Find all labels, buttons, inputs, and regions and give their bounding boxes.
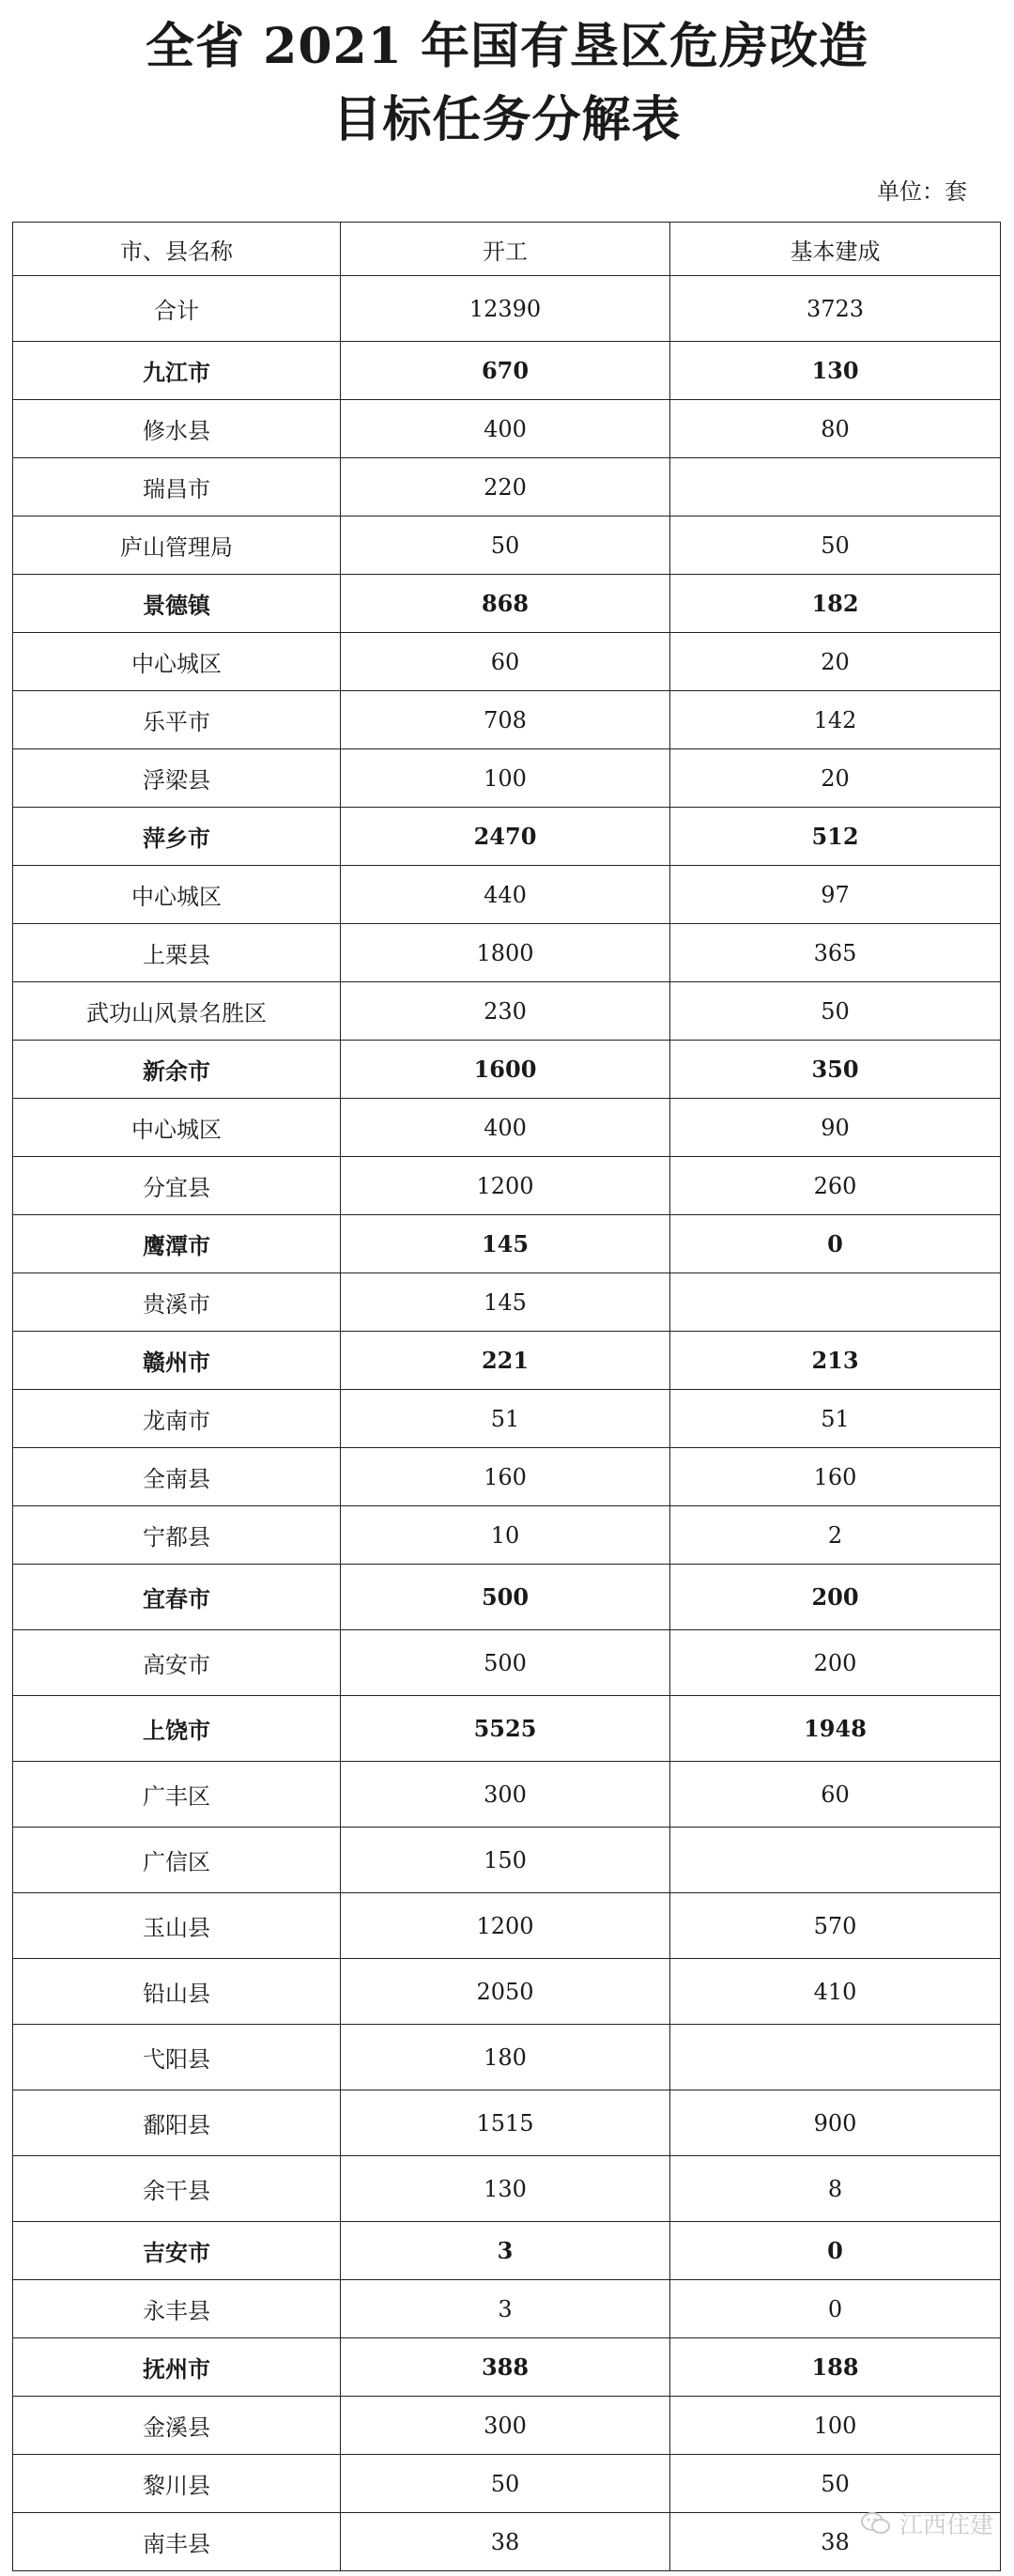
cell-done: 160 (670, 1448, 1001, 1506)
cell-done: 142 (670, 691, 1001, 749)
page-title-line2: 目标任务分解表 (332, 91, 682, 148)
cell-name: 中心城区 (13, 1099, 341, 1157)
table-row (13, 1448, 1001, 1506)
cell-name: 宜春市 (13, 1565, 341, 1630)
cell-name: 广信区 (13, 1828, 341, 1893)
city-row (13, 1696, 1001, 1762)
cell-name: 萍乡市 (13, 808, 341, 866)
table-row (13, 1828, 1001, 1893)
cell-name: 全南县 (13, 1448, 341, 1506)
table-row (13, 2455, 1001, 2513)
cell-done: 188 (670, 2338, 1001, 2397)
cell-done: 3723 (670, 276, 1001, 342)
cell-start: 230 (341, 982, 670, 1041)
table-row (13, 2156, 1001, 2222)
cell-name: 广丰区 (13, 1762, 341, 1828)
cell-done: 2 (670, 1506, 1001, 1565)
cell-start: 220 (341, 458, 670, 517)
table-row (13, 1157, 1001, 1215)
table-row (13, 2090, 1001, 2156)
cell-name: 上栗县 (13, 924, 341, 982)
cell-done: 182 (670, 575, 1001, 633)
cell-done: 97 (670, 866, 1001, 924)
cell-done: 200 (670, 1565, 1001, 1630)
page-title-line1: 全省 2021 年国有垦区危房改造 (146, 18, 868, 75)
cell-done: 50 (670, 517, 1001, 575)
cell-done: 900 (670, 2090, 1001, 2156)
cell-start: 51 (341, 1390, 670, 1448)
cell-done: 0 (670, 2280, 1001, 2338)
cell-name: 宁都县 (13, 1506, 341, 1565)
table-row (13, 1506, 1001, 1565)
cell-done: 130 (670, 342, 1001, 400)
cell-done: 200 (670, 1630, 1001, 1696)
cell-name: 新余市 (13, 1041, 341, 1099)
table-body (13, 276, 1001, 2571)
cell-done: 350 (670, 1041, 1001, 1099)
cell-done (670, 458, 1001, 517)
cell-name: 龙南市 (13, 1390, 341, 1448)
cell-done: 50 (670, 2455, 1001, 2513)
cell-start: 180 (341, 2025, 670, 2090)
city-row (13, 1565, 1001, 1630)
table-row (13, 400, 1001, 458)
city-row (13, 2338, 1001, 2397)
cell-name: 黎川县 (13, 2455, 341, 2513)
cell-done: 20 (670, 749, 1001, 808)
cell-done (670, 1273, 1001, 1332)
cell-done: 100 (670, 2397, 1001, 2455)
cell-start: 400 (341, 1099, 670, 1157)
cell-start: 400 (341, 400, 670, 458)
cell-start: 221 (341, 1332, 670, 1390)
cell-start: 500 (341, 1630, 670, 1696)
city-row (13, 575, 1001, 633)
header-name: 市、县名称 (13, 223, 341, 276)
cell-start: 1200 (341, 1893, 670, 1959)
cell-done: 213 (670, 1332, 1001, 1390)
table-row (13, 2513, 1001, 2571)
cell-done: 512 (670, 808, 1001, 866)
city-row (13, 2222, 1001, 2280)
city-row (13, 342, 1001, 400)
cell-done: 51 (670, 1390, 1001, 1448)
cell-name: 中心城区 (13, 866, 341, 924)
cell-done: 50 (670, 982, 1001, 1041)
cell-name: 鹰潭市 (13, 1215, 341, 1273)
table-row (13, 982, 1001, 1041)
cell-name: 南丰县 (13, 2513, 341, 2571)
cell-name: 合计 (13, 276, 341, 342)
cell-start: 1600 (341, 1041, 670, 1099)
cell-name: 永丰县 (13, 2280, 341, 2338)
cell-start: 38 (341, 2513, 670, 2571)
cell-done: 570 (670, 1893, 1001, 1959)
table-row (13, 1959, 1001, 2025)
cell-start: 670 (341, 342, 670, 400)
cell-name: 赣州市 (13, 1332, 341, 1390)
cell-done: 0 (670, 1215, 1001, 1273)
table-row (13, 1893, 1001, 1959)
table-row (13, 691, 1001, 749)
cell-done (670, 1828, 1001, 1893)
cell-done: 20 (670, 633, 1001, 691)
cell-name: 弋阳县 (13, 2025, 341, 2090)
table-row (13, 1273, 1001, 1332)
cell-start: 1200 (341, 1157, 670, 1215)
cell-start: 50 (341, 2455, 670, 2513)
cell-done: 260 (670, 1157, 1001, 1215)
cell-start: 160 (341, 1448, 670, 1506)
cell-start: 2050 (341, 1959, 670, 2025)
table-row (13, 276, 1001, 342)
cell-done: 1948 (670, 1696, 1001, 1762)
cell-start: 300 (341, 2397, 670, 2455)
cell-start: 1800 (341, 924, 670, 982)
cell-start: 388 (341, 2338, 670, 2397)
cell-start: 3 (341, 2222, 670, 2280)
watermark (860, 2507, 993, 2540)
cell-start: 145 (341, 1215, 670, 1273)
cell-name: 中心城区 (13, 633, 341, 691)
cell-start: 60 (341, 633, 670, 691)
cell-start: 3 (341, 2280, 670, 2338)
cell-name: 铅山县 (13, 1959, 341, 2025)
cell-name: 修水县 (13, 400, 341, 458)
table-row (13, 633, 1001, 691)
cell-start: 12390 (341, 276, 670, 342)
table-row (13, 1762, 1001, 1828)
cell-start: 50 (341, 517, 670, 575)
city-row (13, 1332, 1001, 1390)
cell-done: 38 (670, 2513, 1001, 2571)
cell-start: 300 (341, 1762, 670, 1828)
table-row (13, 749, 1001, 808)
cell-done: 60 (670, 1762, 1001, 1828)
cell-start: 100 (341, 749, 670, 808)
city-row (13, 808, 1001, 866)
table-row (13, 458, 1001, 517)
cell-name: 吉安市 (13, 2222, 341, 2280)
cell-name: 庐山管理局 (13, 517, 341, 575)
cell-name: 乐平市 (13, 691, 341, 749)
task-table (12, 222, 1001, 2571)
cell-start: 1515 (341, 2090, 670, 2156)
header-start: 开工 (341, 223, 670, 276)
table-row (13, 1390, 1001, 1448)
table-row (13, 2397, 1001, 2455)
table-row (13, 924, 1001, 982)
unit-label: 单位：套 (877, 178, 967, 205)
cell-name: 瑞昌市 (13, 458, 341, 517)
cell-done: 90 (670, 1099, 1001, 1157)
cell-name: 余干县 (13, 2156, 341, 2222)
cell-start: 708 (341, 691, 670, 749)
cell-name: 浮梁县 (13, 749, 341, 808)
cell-name: 景德镇 (13, 575, 341, 633)
cell-done: 410 (670, 1959, 1001, 2025)
cell-name: 玉山县 (13, 1893, 341, 1959)
cell-name: 分宜县 (13, 1157, 341, 1215)
cell-start: 5525 (341, 1696, 670, 1762)
cell-done: 0 (670, 2222, 1001, 2280)
cell-start: 145 (341, 1273, 670, 1332)
cell-start: 130 (341, 2156, 670, 2222)
table-row (13, 2280, 1001, 2338)
cell-start: 2470 (341, 808, 670, 866)
wechat-icon (860, 2510, 892, 2537)
header-done: 基本建成 (670, 223, 1001, 276)
cell-start: 500 (341, 1565, 670, 1630)
cell-name: 贵溪市 (13, 1273, 341, 1332)
cell-done: 365 (670, 924, 1001, 982)
cell-name: 金溪县 (13, 2397, 341, 2455)
cell-name: 鄱阳县 (13, 2090, 341, 2156)
cell-name: 高安市 (13, 1630, 341, 1696)
cell-start: 150 (341, 1828, 670, 1893)
cell-name: 抚州市 (13, 2338, 341, 2397)
cell-done: 8 (670, 2156, 1001, 2222)
cell-start: 10 (341, 1506, 670, 1565)
table-header-row (13, 223, 1001, 276)
cell-name: 武功山风景名胜区 (13, 982, 341, 1041)
table-row (13, 2025, 1001, 2090)
table-row (13, 866, 1001, 924)
cell-start: 868 (341, 575, 670, 633)
cell-done: 80 (670, 400, 1001, 458)
cell-name: 上饶市 (13, 1696, 341, 1762)
cell-done (670, 2025, 1001, 2090)
cell-name: 九江市 (13, 342, 341, 400)
table-row (13, 517, 1001, 575)
watermark-text: 江西住建 (899, 2511, 993, 2538)
city-row (13, 1041, 1001, 1099)
table-row (13, 1630, 1001, 1696)
cell-start: 440 (341, 866, 670, 924)
table-row (13, 1099, 1001, 1157)
city-row (13, 1215, 1001, 1273)
